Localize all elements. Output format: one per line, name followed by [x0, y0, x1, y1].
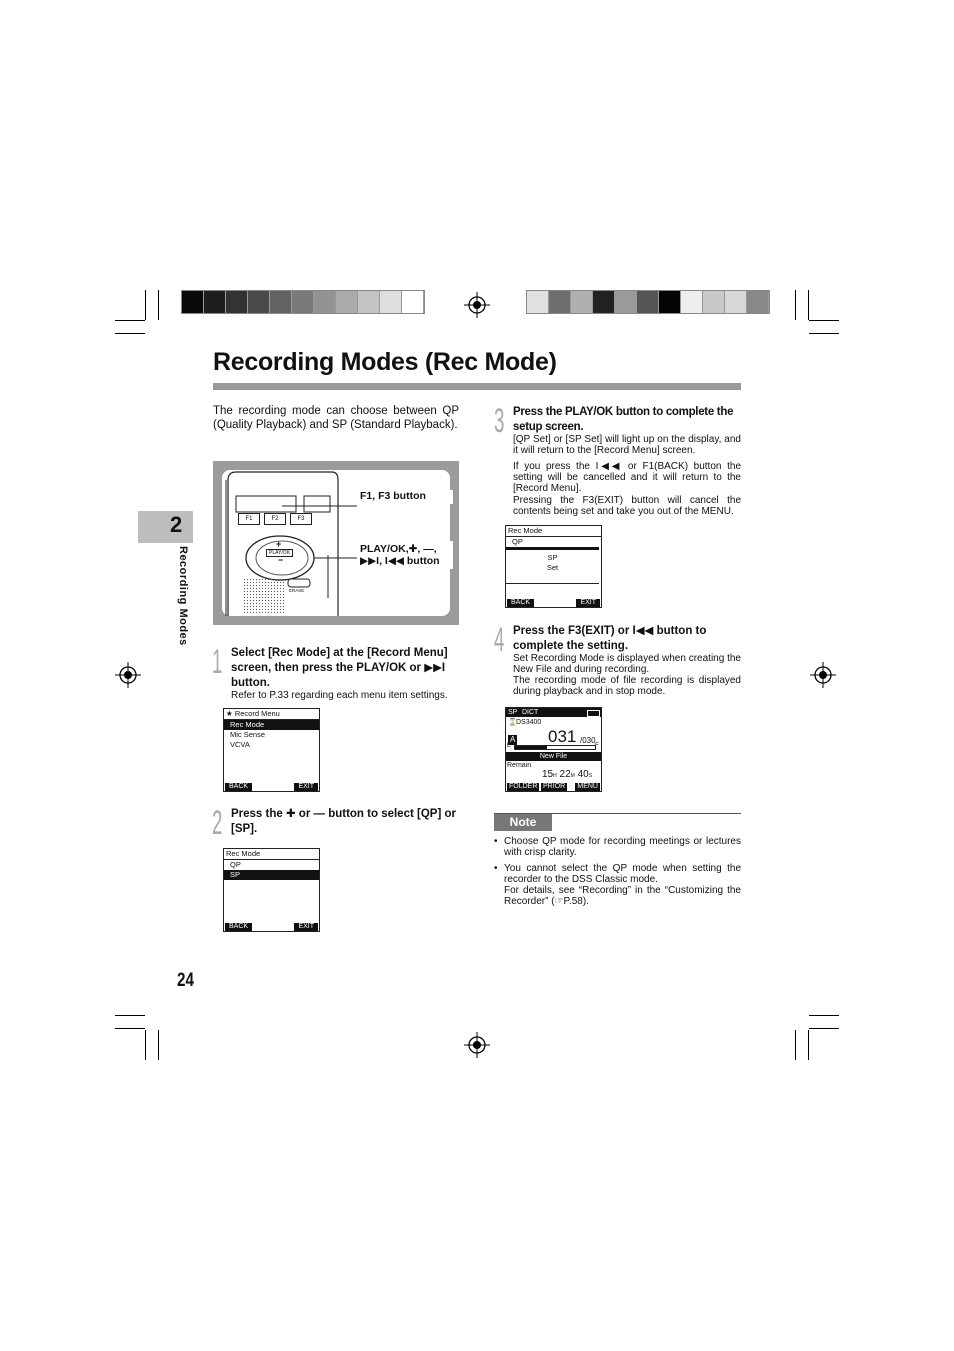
crop-mark — [145, 290, 146, 320]
step-4-heading: Press the F3(EXIT) or I◀◀ button to complete the setting. — [513, 625, 707, 652]
crop-mark — [809, 1028, 839, 1029]
bar-right-label: F — [595, 743, 599, 749]
note-item: • You cannot select the QP mode when setting the recorder to the DSS Classic mode. — [494, 863, 741, 885]
erase-button[interactable]: ERASE — [289, 588, 305, 593]
note-title: Note — [494, 814, 552, 831]
file-total: /030 — [580, 736, 596, 745]
crop-mark — [158, 1030, 159, 1060]
note-item: • Choose QP mode for recording meetings or lectures with crisp clarity. — [494, 836, 741, 858]
screen-header: Rec Mode — [506, 526, 601, 537]
step-number: 4 — [494, 621, 505, 659]
callout-f1-f3: F1, F3 button — [360, 490, 426, 502]
prior-softkey[interactable]: PRIOR — [543, 783, 566, 790]
crop-mark — [808, 290, 809, 320]
crop-mark — [795, 290, 796, 320]
back-softkey[interactable]: BACK — [225, 923, 252, 931]
popup-mode: SP — [547, 553, 558, 562]
status-bar: New File — [506, 752, 601, 761]
step-1-heading: Select [Rec Mode] at the [Record Menu] screen, then press the PLAY/OK or ▶▶I button. — [231, 647, 448, 689]
gray-swatch-strip-left — [181, 290, 425, 314]
option-qp[interactable]: QP — [230, 860, 241, 869]
step-4-body-1: Set Recording Mode is displayed when creating the New File and during recording. — [513, 653, 741, 675]
folder-letter: A — [510, 735, 516, 744]
menu-softkey[interactable]: MENU — [577, 783, 598, 790]
callout-play-ok-line1: PLAY/OK,✚, —, — [360, 543, 437, 555]
remain-label: Remain — [507, 762, 532, 769]
popup-set: Set — [546, 563, 559, 572]
back-softkey[interactable]: BACK — [507, 599, 534, 607]
stop-mode-screen — [505, 707, 602, 792]
step-number: 2 — [212, 804, 223, 842]
note-item: For details, see “Recording” in the “Customizing the Recorder” (☞P.58). — [504, 885, 741, 907]
hourglass-icon: ⌛ — [508, 719, 517, 726]
crop-mark — [145, 1030, 146, 1060]
step-2-heading: Press the ✚ or — button to select [QP] or [SP]. — [231, 808, 456, 835]
exit-softkey[interactable]: EXIT — [294, 783, 318, 791]
page-title: Recording Modes (Rec Mode) — [213, 348, 557, 376]
remain-hours: 15 — [542, 769, 554, 780]
remain-minutes: 22 — [559, 769, 571, 780]
option-sp[interactable]: SP — [224, 870, 319, 880]
exit-softkey[interactable]: EXIT — [576, 599, 600, 607]
menu-item-mic-sense[interactable]: Mic Sense — [230, 730, 266, 739]
crop-mark — [158, 290, 159, 320]
playok-button[interactable]: PLAY/OK — [266, 549, 293, 557]
chapter-label: Recording Modes — [177, 546, 189, 646]
f1-button[interactable]: F1 — [238, 513, 260, 525]
folder-softkey[interactable]: FOLDER — [509, 783, 538, 790]
menu-item-vcva[interactable]: VCVA — [230, 740, 250, 749]
intro-paragraph: The recording mode can choose between QP (Quality Playback) and SP (Standard Playback). — [213, 405, 459, 431]
unit-h: H — [553, 773, 557, 779]
screen-header: Rec Mode — [224, 849, 319, 860]
callout-play-ok-line2: ▶▶I, I◀◀ button — [360, 555, 440, 567]
set-popup — [506, 547, 599, 584]
registration-mark-icon — [115, 662, 141, 688]
crop-mark — [115, 320, 145, 321]
file-number: 031 — [548, 727, 577, 746]
device-figure — [213, 461, 459, 625]
unit-m: M — [570, 773, 575, 779]
title-rule — [213, 383, 741, 390]
crop-mark — [809, 1015, 839, 1016]
battery-icon — [587, 710, 600, 717]
registration-mark-icon — [810, 662, 836, 688]
registration-mark-icon — [464, 292, 490, 318]
device-name: DS3400 — [516, 719, 542, 726]
progress-bar — [514, 745, 596, 750]
step-3-body-3: Pressing the F3(EXIT) button will cancel the contents being set and take you out of the MENU. — [513, 495, 741, 517]
gray-swatch-strip-right — [526, 290, 770, 314]
menu-item-rec-mode[interactable]: Rec Mode — [224, 720, 319, 730]
crop-mark — [115, 333, 145, 334]
step-3-body-1: [QP Set] or [SP Set] will light up on the display, and it will return to the [Record Menu] screen. — [513, 434, 741, 456]
folder-name: DICT — [522, 709, 539, 716]
crop-mark — [809, 333, 839, 334]
remain-time — [542, 769, 592, 782]
crop-mark — [809, 320, 839, 321]
note-list — [494, 836, 741, 912]
crop-mark — [115, 1015, 145, 1016]
crop-mark — [115, 1028, 145, 1029]
minus-button[interactable]: − — [278, 555, 284, 565]
record-menu-screen — [223, 708, 320, 792]
back-softkey[interactable]: BACK — [225, 783, 252, 791]
crop-mark — [808, 1030, 809, 1060]
mode-badge: SP — [508, 709, 518, 716]
page-number: 24 — [177, 970, 194, 991]
registration-mark-icon — [464, 1032, 490, 1058]
f2-button[interactable]: F2 — [264, 513, 286, 525]
exit-softkey[interactable]: EXIT — [294, 923, 318, 931]
crop-mark — [795, 1030, 796, 1060]
step-number: 3 — [494, 402, 505, 440]
bar-left-label: E — [507, 743, 512, 749]
step-1-body: Refer to P.33 regarding each menu item settings. — [231, 690, 448, 701]
step-number: 1 — [212, 643, 223, 681]
step-3-heading: Press the PLAY/OK button to complete the setup screen. — [513, 406, 734, 433]
option-qp[interactable]: QP — [512, 537, 523, 546]
remain-seconds: 40 — [577, 769, 589, 780]
rec-mode-set-screen — [505, 525, 602, 608]
screen-header: ★ Record Menu — [224, 709, 319, 720]
f3-button[interactable]: F3 — [290, 513, 312, 525]
unit-s: S — [588, 773, 593, 779]
plus-button[interactable]: + — [276, 539, 282, 549]
chapter-number: 2 — [170, 512, 183, 537]
rec-mode-select-screen — [223, 848, 320, 932]
step-4-body-2: The recording mode of file recording is displayed during playback and in stop mode. — [513, 675, 741, 697]
step-3-body-2: If you press the I◀◀ or F1(BACK) button the setting will be cancelled and it will return to the [Record Menu]. — [513, 461, 741, 494]
chapter-tab — [138, 511, 193, 543]
